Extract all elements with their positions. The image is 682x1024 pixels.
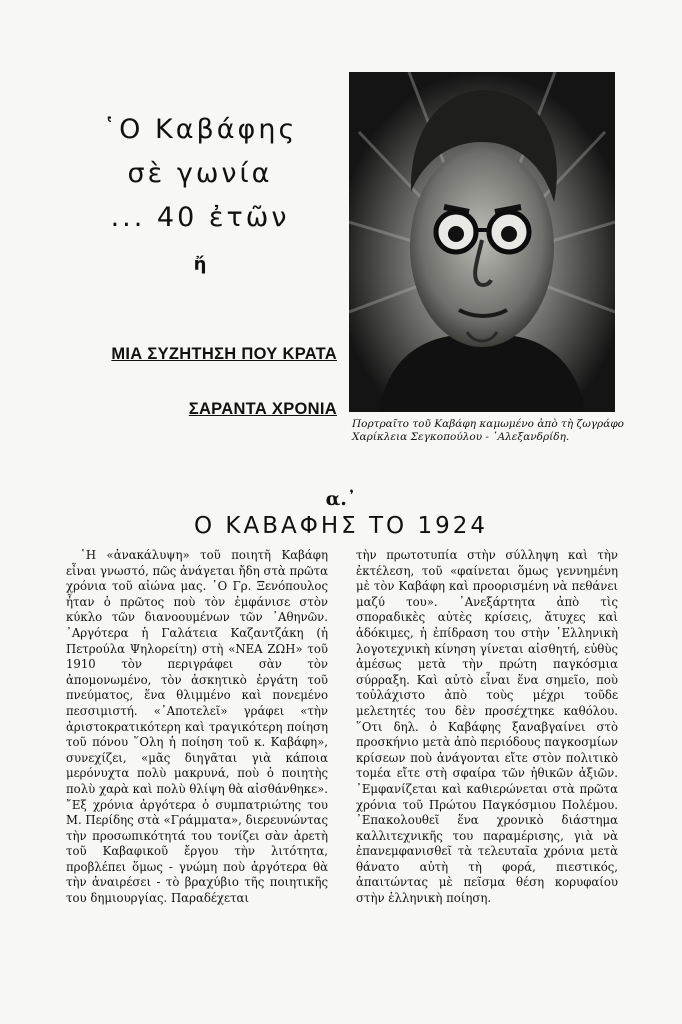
title-line-2: σὲ γωνία bbox=[127, 158, 273, 189]
subtitle-line-1: ΜΙΑ ΣΥΖΗΤΗΣΗ ΠΟΥ ΚΡΑΤΑ bbox=[111, 345, 337, 363]
portrait-image bbox=[349, 72, 615, 412]
article-column-right bbox=[356, 548, 618, 907]
portrait-caption: Πορτραῖτο τοῦ Καβάφη καμωμένο ἀπὸ τὴ ζωγράφο Χαρίκλεια Σεγκοπούλου - ᾿Αλεξανδρίδη. bbox=[352, 418, 624, 443]
section-headline: Ο ΚΑΒΑΦΗΣ ΤΟ 1924 bbox=[194, 513, 488, 539]
article-paragraph-right: τὴν πρωτοτυπία στὴν σύλληψη καὶ τὴν ἐκτέλεση, τοῦ «φαίνεται ὅμως γεννημένη μὲ τὸν Καβάφη καὶ προορισμένη νὰ πεθάνει μαζύ του». ᾿Ανεξάρτητα ἀπὸ τὶς σποραδικὲς αὐτὲς κρίσεις, ἄτυχες καὶ ἀδόκιμες, ἡ ἐπίδραση του στὴν ῾Ελληνικὴ λογοτεχνικὴ κίνηση γίνεται αἰσθητή, εὐθὺς ἀμέσως μετὰ τὴν πρώτη παγκόσμια σύρραξη. Καὶ αὐτὸ εἶναι ἕνα σημεῖο, ποὺ τοὐλάχιστο ἀπὸ τοὺς μέχρι τοῦδε μελετητές του δὲν προσέχτηκε καθόλου. ῞Οτι δηλ. ὁ Καβάφης ξαναβγαίνει στὸ προσκήνιο μετὰ ἀπὸ περιόδους παγκοσμίων κρίσεων ποὺ ἀνάγονται εἴτε στὸν πολιτικὸ τομέα εἴτε στὴ σφαίρα τῶν ἠθικῶν ἀξιῶν. ᾿Εμφανίζεται καὶ καθιερώνεται στὰ πρῶτα χρόνια τοῦ Πρώτου Παγκόσμιου Πολέμου. ᾿Επακολουθεῖ ἕνα χρονικὸ διάστημα καλλιτεχνικῆς του παραμέρισης, γιὰ νὰ ἐπανεμφανισθεῖ τὰ τελευταῖα χρόνια μετὰ θάνατο αὐτὴ τὴ φορά, πιεστικός, ἀπαιτώντας μὲ πεῖσμα θέση κορυφαίου στὴν ἑλληνικὴ ποίηση. bbox=[356, 548, 618, 906]
title-line-3: ... 40 ἐτῶν bbox=[110, 202, 290, 233]
section-mark: α.᾿ bbox=[325, 488, 357, 510]
article-column-left bbox=[66, 548, 328, 907]
article-paragraph-left: ῾Η «ἀνακάλυψη» τοῦ ποιητῆ Καβάφη εἶναι γνωστό, πῶς ἀνάγεται ἤδη στὰ πρῶτα χρόνια τοῦ αἰώνα μας. ῾Ο Γρ. Ξενόπουλος ἦταν ὁ πρῶτος ποὺ τὸν ἐμφάνισε στὸν κύκλο τῶν διανοουμένων τῶν ᾿Αθηνῶν. ᾿Αργότερα ἡ Γαλάτεια Καζαντζάκη (ἡ Πετρούλα Ψηλορείτη) στὴ «ΝΕΑ ΖΩΗ» τοῦ 1910 τὸν περιγράφει σὰν τὸν ἀπομονωμένο, τὸν ἀσκητικὸ ἐργάτη τοῦ πνεύματος, ἕνα θλιμμένο καὶ πονεμένο πεσσιμιστή. «᾿Αποτελεῖ» γράφει «τὴν ἀριστοκρατικότερη καὶ τραγικότερη ποίηση τοῦ πόνου ῞Ολη ἡ ποίηση τοῦ κ. Καβάφη», συνεχίζει, «μᾶς διηγᾶται γιὰ κάποια μερόνυχτα πολὺ μακρυνά, ποὺ ὁ ποιητὴς πολὺ χαρὰ καὶ πολὺ θλίψη θὰ αἰσθάνθηκε». ῎Εξ χρόνια ἀργότερα ὁ συμπατριώτης του Μ. Περίδης στὰ «Γράμματα», διερευνώντας τὴν προσωπικότητά του τονίζει σὰν ἀρετὴ τοῦ Καβαφικοῦ ἔργου τὴν λιτότητα, προβλέπει ὅμως - γνώμη ποὺ ἀργότερα θὰ τὴν ἀναιρέσει - τὸ βραχύβιο τῆς ποιητικῆς του δημιουργίας. Παραδέχεται bbox=[66, 548, 328, 906]
subtitle-line-2: ΣΑΡΑΝΤΑ ΧΡΟΝΙΑ bbox=[188, 400, 337, 418]
title-line-1: ῾Ο Καβάφης bbox=[102, 114, 298, 145]
title-or: ἤ bbox=[193, 254, 207, 275]
title-block bbox=[60, 108, 340, 275]
